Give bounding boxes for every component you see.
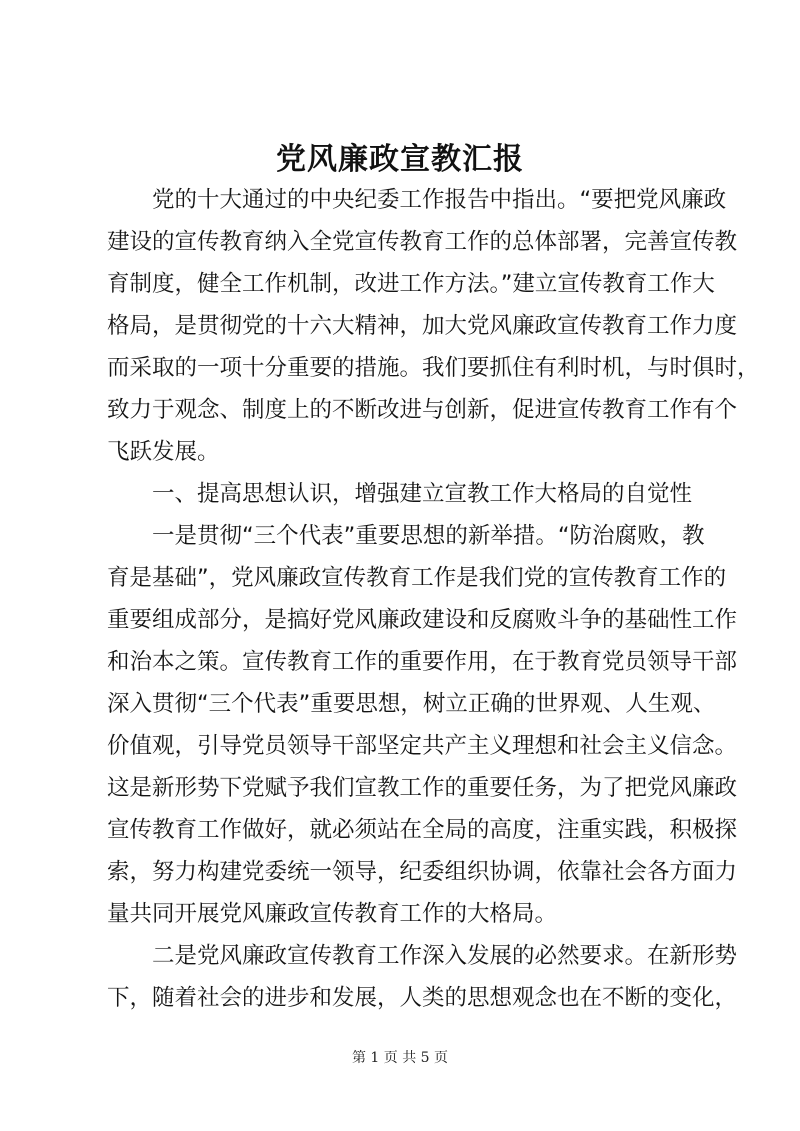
document-title: 党风廉政宣教汇报 xyxy=(276,142,524,177)
body-line: 而采取的一项十分重要的措施。我们要抓住有利时机，与时俱时， xyxy=(107,355,760,381)
body-line: 致力于观念、制度上的不断改进与创新，促进宣传教育工作有个 xyxy=(107,397,738,423)
page-footer: 第 1 页 共 5 页 xyxy=(351,1050,449,1066)
body-line: 格局，是贯彻党的十六大精神，加大党风廉政宣传教育工作力度 xyxy=(107,313,738,339)
body-line: 飞跃发展。 xyxy=(107,439,220,465)
body-line: 量共同开展党风廉政宣传教育工作的大格局。 xyxy=(107,901,558,927)
body-line: 和治本之策。宣传教育工作的重要作用，在于教育党员领导干部 xyxy=(107,649,738,675)
body-line: 育制度，健全工作机制，改进工作方法。”建立宣传教育工作大 xyxy=(107,271,715,297)
body-line: 价值观，引导党员领导干部坚定共产主义理想和社会主义信念。 xyxy=(107,733,738,759)
body-line: 重要组成部分，是搞好党风廉政建设和反腐败斗争的基础性工作 xyxy=(107,607,738,633)
body-line: 这是新形势下党赋予我们宣教工作的重要任务，为了把党风廉政 xyxy=(107,775,738,801)
body-line: 二是党风廉政宣传教育工作深入发展的必然要求。在新形势 xyxy=(107,943,738,969)
body-line: 育是基础”，党风廉政宣传教育工作是我们党的宣传教育工作的 xyxy=(107,565,727,591)
body-line: 党的十大通过的中央纪委工作报告中指出。“要把党风廉政 xyxy=(107,187,727,213)
body-line: 宣传教育工作做好，就必须站在全局的高度，注重实践，积极探 xyxy=(107,817,738,843)
body-line: 深入贯彻“三个代表”重要思想，树立正确的世界观、人生观、 xyxy=(107,691,716,717)
body-line: 索，努力构建党委统一领导，纪委组织协调，依靠社会各方面力 xyxy=(107,859,738,885)
section-heading: 一、提高思想认识，增强建立宣教工作大格局的自觉性 xyxy=(107,481,693,507)
body-line: 建设的宣传教育纳入全党宣传教育工作的总体部署，完善宣传教 xyxy=(107,229,738,255)
body-line: 下，随着社会的进步和发展，人类的思想观念也在不断的变化， xyxy=(107,985,738,1011)
body-line: 一是贯彻“三个代表”重要思想的新举措。“防治腐败，教 xyxy=(107,523,705,549)
